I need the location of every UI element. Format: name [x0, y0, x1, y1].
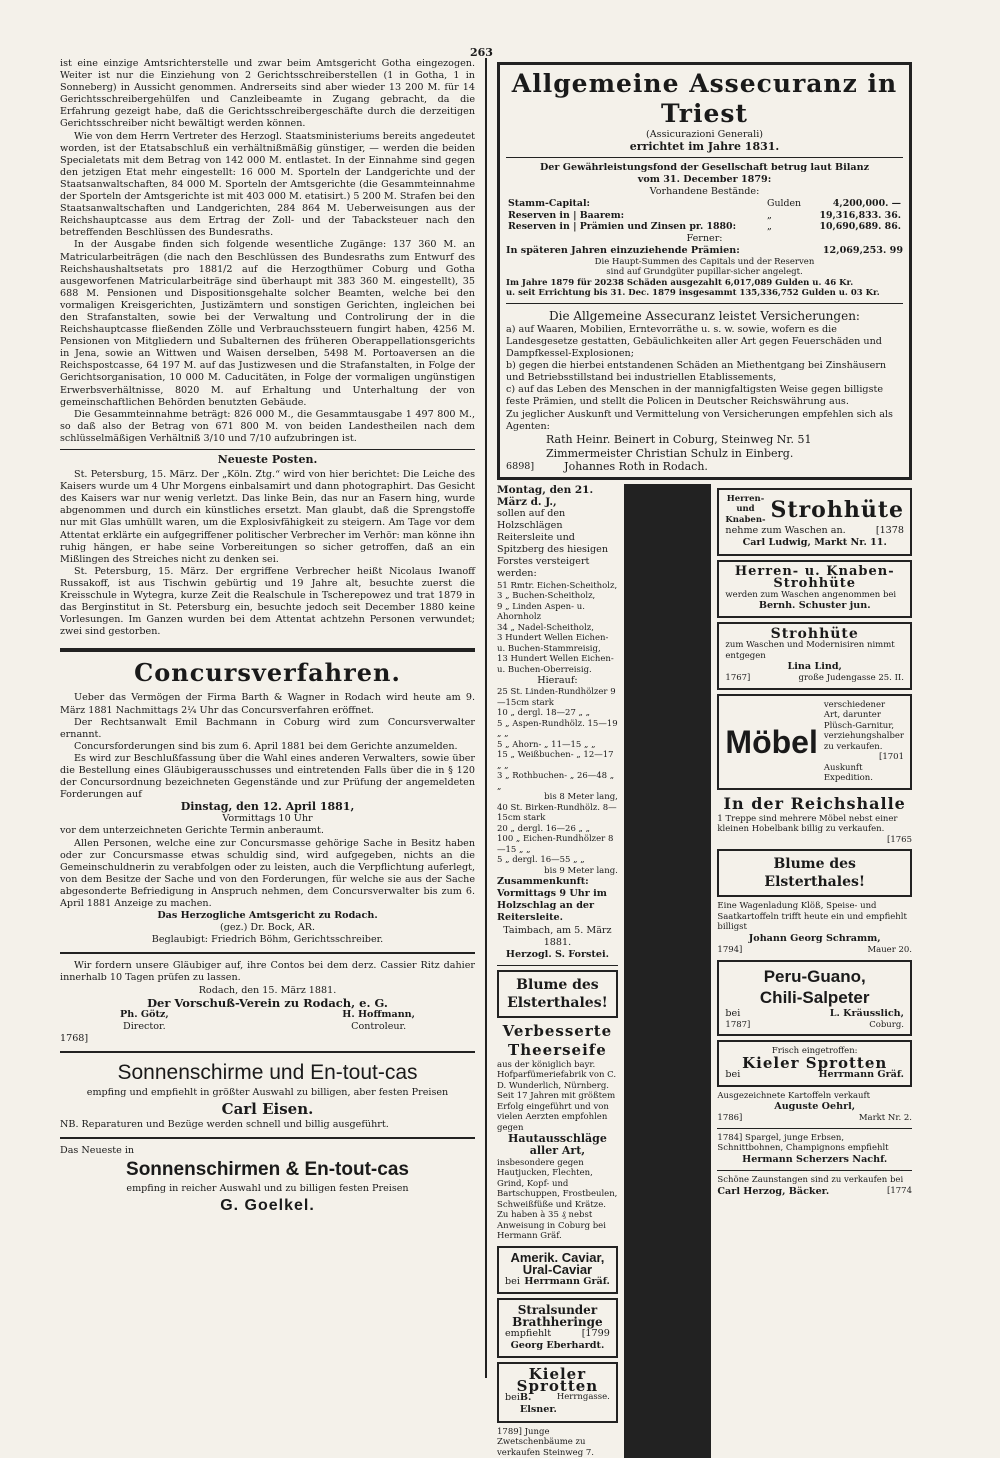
offer-item: b) gegen die hierbei entstandenen Schäden an Miethentgang bei Zinshäusern und Betriebsstillstand bei industriellen Etablissements,: [506, 360, 887, 384]
ad-title: Sonnenschirme und En-tout-cas: [117, 1061, 418, 1085]
future-label: In späteren Jahren einzuziehende Prämien:: [506, 244, 740, 256]
column-divider: [485, 58, 487, 1378]
ad-reference: 1794]: [717, 945, 743, 956]
ad-text: Schöne Zaunstangen sind zu verkaufen bei: [717, 1175, 904, 1186]
kieler-sprotten-ad-2: [717, 1040, 912, 1087]
ad-bei: bei: [505, 1275, 520, 1287]
row-label: Reserven in | Baarem:: [508, 209, 625, 221]
ad-pre: und: [736, 504, 755, 515]
row-value: 4,200,000. —: [832, 198, 901, 210]
ad-title: Kieler Sprotten: [742, 1053, 888, 1072]
ad-empf: empfiehlt: [505, 1327, 552, 1339]
ad-bei: bei: [725, 1068, 741, 1080]
future-value: 12,069,253. 99: [822, 244, 903, 256]
auction-item: 5 „ dergl. 16—55 „ „: [497, 855, 585, 866]
ad-intro: Frisch eingetroffen:: [771, 1046, 858, 1057]
ad-reference: 1786]: [717, 1113, 743, 1124]
ad-merchant: Carl Ludwig, Markt Nr. 11.: [742, 537, 887, 549]
ad-note: sind auf Grundgüter pupillar-sicher angelegt.: [606, 267, 803, 278]
divider: [506, 303, 903, 304]
sonnenschirme-ad-1: [60, 1059, 475, 1131]
ad-text: empfing und empfiehlt in größter Auswahl zu billigen, aber festen Preisen: [86, 1087, 449, 1099]
ad-text: zum Waschen und Modernisiren nimmt entgegen: [725, 640, 895, 661]
auction-item: 3 „ Rothbuchen- „ 26—48 „ „: [497, 771, 615, 792]
auction-meet: Zusammenkunft: Vormittags 9 Uhr im Holzschlag an der Reitersleite.: [497, 876, 607, 924]
ad-street: große Judengasse 25. II.: [798, 673, 904, 684]
theerseife-ad: [497, 1022, 618, 1242]
ad-reference: 1787]: [725, 1019, 751, 1030]
auction-item: 100 „ Eichen-Rundhölzer 8—15 „ „: [497, 834, 614, 855]
ad-title: Strohhüte: [770, 496, 904, 523]
ad-text: Ausgezeichnete Kartoffeln verkauft: [717, 1090, 871, 1101]
ad-title: Stralsunder Brathheringe: [512, 1302, 603, 1329]
strohhuete-ad-3: [717, 622, 912, 690]
ad-text: verschiedener Art, darunter Plüsch-Garnitur,: [823, 699, 895, 731]
vorschuss-text: Wir fordern unsere Gläubiger auf, ihre Contos bei dem derz. Cassier Ritz dahier innerhalb 10 Tagen prüfen zu lassen.: [60, 960, 475, 984]
concurs-time: Vormittags 10 Uhr: [222, 813, 313, 825]
ad-merchant: Bernh. Schuster jun.: [758, 600, 871, 612]
assecuranz-ad: [497, 62, 912, 480]
caviar-ad: [497, 1246, 618, 1294]
strohhuete-ad-1: [717, 488, 912, 556]
ad-reference: [1765: [887, 834, 912, 845]
divider: [60, 648, 475, 652]
agent-line: Johannes Roth in Rodach.: [564, 459, 708, 473]
kieler-sprotten-ad-1: [497, 1362, 618, 1422]
ad-street: Herrngasse.: [556, 1392, 610, 1403]
signer-role: Controleur.: [351, 1020, 407, 1032]
ad-title: Sonnenschirmen & En-tout-cas: [126, 1159, 409, 1181]
zaunstangen-ad: [717, 1175, 912, 1198]
agents-intro: Zu jeglicher Auskunft und Vermittelung von Versicherungen empfehlen sich als Agenten:: [506, 408, 893, 432]
concurs-signed: (gez.) Dr. Bock, AR.: [219, 922, 316, 934]
auction-item: 51 Rmtr. Eichen-Scheitholz,: [497, 580, 618, 591]
article-paragraph: Wie von dem Herrn Vertreter des Herzogl. Staatsministeriums bereits angedeutet worden, ist der Etatsabschluß ein verhältnißmäßig günstiger, — werden die beiden Specialetats mit dem Betrag von 142 000 M. entlastet. In der Einnahme sind gegen den jetzigen Etat mehr eingestellt: 16 000 M. Sporteln der Landgerichte und der Staatsanwaltschaften, 84 000 M. Sporteln der Amtsgerichte (die Gesammteinnahme der Sporteln der Amtsgerichte ist mit 403 000 M. etatisirt.) 5 200 M. Strafen bei den Staatsanwaltschaften und Landgerichten, 284 864 M. Ueberweisungen aus der Reichshauptcasse aus dem Ertrag der Zoll- und der Tabacksteuer nach den betreffenden Beschlüssen des Bundesraths.: [60, 130, 475, 239]
offer-item: a) auf Waaren, Mobilien, Erntevorräthe u. s. w. sowie, wofern es die Landesgesetze gestatten, Gebäulichkeiten aller Art gegen Feuerschäden und Dampfkessel-Explosionen;: [506, 323, 882, 360]
brathering-ad: [497, 1298, 618, 1358]
auction-date: Montag, den 21. März d. J.,: [497, 483, 594, 508]
ad-merchant: Lina Lind,: [787, 661, 842, 673]
concurs-certified: Beglaubigt: Friedrich Böhm, Gerichtsschreiber.: [151, 934, 384, 946]
concurs-title: Concursverfahren.: [134, 658, 401, 688]
future-premiums: [506, 245, 903, 257]
zwetschen-ad: 1789] Junge Zwetschenbäume zu verkaufen Steinweg 7.: [497, 1426, 594, 1458]
divider: [60, 449, 475, 450]
ferner-heading: Ferner:: [686, 232, 723, 244]
vorschuss-notice: [60, 960, 475, 1045]
ads-grid: [497, 484, 912, 1458]
auction-intro: sollen auf den Holzschlägen Reitersleite und Spitzberg des hiesigen Forstes versteigert werden:: [497, 508, 608, 580]
article-paragraph: Die Gesammteinnahme beträgt: 826 000 M., die Gesammtausgabe 1 497 800 M., so daß also der Betrag von 671 800 M. von beiden Landestheilen nach dem schlüsselmäßigen Verhältniß 3/10 und 7/10 aufzubringen ist.: [60, 408, 475, 444]
ad-city: Coburg.: [869, 1019, 904, 1030]
ads-subcolumn-left: [497, 484, 618, 1458]
divider: [497, 965, 618, 966]
ad-subtitle: (Assicurazioni Generali): [645, 129, 764, 140]
auction-item: 13 Hundert Wellen Eichen- u. Buchen-Oberreisig.: [497, 654, 614, 675]
ad-merchant: Carl Herzog, Bäcker.: [717, 1185, 830, 1197]
concurs-paragraph: Concursforderungen sind bis zum 6. April 1881 bei dem Gerichte anzumelden.: [74, 740, 458, 752]
agent-row: [506, 461, 903, 473]
row-value: 10,690,689. 86.: [819, 221, 901, 233]
reichshalle-ad: [717, 794, 912, 846]
ad-highlight: Hautausschläge aller Art,: [508, 1132, 607, 1158]
auction-item: 15 „ Weißbuchen- „ 12—17 „ „: [497, 750, 614, 771]
vorschuss-signers: [60, 1009, 475, 1033]
row-label: Stamm-Capital:: [508, 198, 590, 210]
ad-merchant: B. Elsner.: [519, 1392, 557, 1416]
auction-item: 34 „ Nadel-Scheitholz,: [497, 622, 594, 633]
offers-title: Die Allgemeine Assecuranz leistet Versicherungen:: [549, 308, 860, 323]
divider: [506, 157, 903, 158]
ad-bei: bei: [725, 1007, 741, 1019]
ad-merchant-row: [505, 1328, 610, 1340]
ad-founded: errichtet im Jahre 1831.: [629, 140, 780, 154]
ad-intro: Das Neueste in: [60, 1145, 135, 1157]
strohhuete-ad-2: [717, 560, 912, 619]
divider: [60, 952, 475, 954]
ad-merchant: Georg Eberhardt.: [510, 1340, 605, 1352]
table-row: [506, 221, 903, 232]
ad-reference: [1799: [581, 1327, 610, 1339]
divider: [60, 1137, 475, 1139]
auction-office: Herzogl. S. Forstei.: [505, 948, 609, 960]
concurs-paragraph: Der Rechtsanwalt Emil Bachmann in Coburg wird zum Concursverwalter ernannt.: [60, 716, 475, 740]
ad-title: Kieler Sprotten: [516, 1365, 599, 1396]
ad-merchant-row: [505, 1392, 610, 1416]
ad-title: Allgemeine Assecuranz in Triest: [511, 69, 898, 128]
kartoffel-ad: [717, 901, 912, 955]
agent-line: Zimmermeister Christian Schulz in Einberg.: [546, 446, 794, 460]
paid-line: Im Jahre 1879 für 20238 Schäden ausgezahlt 6,017,089 Gulden u. 46 Kr.: [506, 277, 854, 288]
ad-text: Eine Wagenladung Klöß, Speise- und Saatkartoffeln trifft heute ein und empfiehlt billigst: [717, 901, 907, 933]
agent-line: Rath Heinr. Beinert in Coburg, Steinweg Nr. 51: [546, 432, 812, 446]
news-heading: Neueste Posten.: [217, 453, 318, 466]
auction-item: 3 Hundert Wellen Eichen- u. Buchen-Stammreisig,: [497, 633, 609, 654]
concurs-date: Dinstag, den 12. April 1881,: [180, 800, 355, 814]
auction-item: 40 St. Birken-Rundhölz. 8—15cm stark: [497, 802, 617, 824]
article-paragraph: ist eine einzige Amtsrichterstelle und zwar beim Amtsgericht Gotha eingezogen. Weiter ist nur die Einziehung von 2 Gerichtsschreiberstellen (1 in Gotha, 1 in Sonneberg) in Aussicht genommen. Andrerseits sind aber wieder 13 200 M. für 14 Gerichtsschreibergehülfen und Canzleibeamte in Zugang gebracht, da die Erfahrung gezeigt habe, daß die Gerichtsschreibergeschäfte durch die derzeitigen Gerichtsschreiber nicht bewältigt werden können.: [60, 58, 475, 130]
ad-merchant: Hermann Scherzers Nachf.: [742, 1153, 888, 1165]
signer-name: Ph. Götz,: [120, 1008, 169, 1020]
ad-price: Zu haben à 35 ₰ nebst Anweisung in Coburg bei Hermann Gräf.: [497, 1210, 606, 1241]
row-value: 19,316,833. 36.: [819, 209, 901, 221]
ad-reference: 1768]: [60, 1032, 89, 1044]
article-paragraph: In der Ausgabe finden sich folgende wesentliche Zugänge: 137 360 M. an Matricularbeiträgen (die nach den Beschlüssen des Bundesraths zum Entwurf des Reichshaushaltsetats pro 1881/2 auf die Herzogthümer Coburg und Gotha ausgeworfenen Matricularbeiträge sind überhaupt mit 383 360 M. eingestellt), 35 688 M. Pensionen und Dispositionsgehalte solcher Beamten, welche bei den vormaligen Kreisgerichten, Justizämtern und sonstigen Gerichten, ingleichen bei den Strafanstalten, sowie bei der Verwaltung und Controlirung der in die Reichshauptcasse fließenden Zölle und Verbrauchssteuern fungirt haben, 4256 M. Pensionen von Mitgliedern und Subalternen des früheren Oberappellationsgerichts in Jena, sowie an Wittwen und Waisen derselben, 5498 M. Portoaversen an die Reichspostcasse, 64 197 M. auf das Justizwesen und die Strafanstalten, in Folge der Gerichtsorganisation, 10 000 M. Caducitäten, in Folge der vormaligen ungünstigen Erwerbsverhältnisse, 8020 M. auf Erhaltung und Unterhaltung der von gemeinschaftlichen Behörden benutzten Gebäude.: [60, 239, 475, 408]
news-paragraph: St. Petersburg, 15. März. Der ergriffene Verbrecher heißt Nicolaus Iwanoff Russakoff, ist aus Tischwin gebürtig und 19 Jahre alt, besuchte zuerst die Kreisschule in Wytegra, kurze Zeit die Realschule in Tscherepowez und trat 1879 in das Berginstitut in St. Petersburg ein, besuchte jedoch seit December 1880 keine Vorlesungen. Im Ganzen wurden bei dem Attentat achtzehn Personen verwundet; zwei sind gestorben.: [60, 565, 475, 638]
divider: [717, 1128, 912, 1129]
auction-item: 25 St. Linden-Rundhölzer 9—15cm stark: [497, 687, 616, 708]
ad-title: Strohhüte: [773, 575, 856, 591]
ad-title: Verbesserte Theerseife: [502, 1021, 613, 1059]
fund-line: Der Gewährleistungsfond der Gesellschaft betrug laut Bilanz: [539, 162, 870, 174]
page-number: 263: [470, 46, 493, 59]
ad-title: Ural-Caviar: [522, 1261, 593, 1277]
concurs-after-date: vor dem unterzeichneten Gerichte Termin anberaumt.: [60, 825, 324, 837]
concurs-paragraph: Ueber das Vermögen der Firma Barth & Wagner in Rodach wird heute am 9. März 1881 Nachmittags 2¼ Uhr das Concursverfahren eröffnet.: [60, 692, 475, 716]
moebel-ad: [717, 694, 912, 790]
ad-title: Möbel: [725, 723, 818, 760]
ad-note: NB. Reparaturen und Bezüge werden schnell und billig ausgeführt.: [60, 1119, 389, 1131]
ad-text: aus der königlich bayr. Hofparfümeriefabrik von C. D. Wunderlich, Nürnberg. Seit 17 Jahren mit größtem Erfolg eingeführt und von vielen Aerzten empfohlen gegen: [497, 1059, 617, 1133]
row-label: Reserven in | Prämien und Zinsen pr. 1880:: [508, 221, 737, 233]
concurs-paragraph: Es wird zur Beschlußfassung über die Wahl eines anderen Verwalters, sowie über die Bestellung eines Gläubigerausschusses und eintretenden Falls über die in § 120 der Concursordnung bezeichneten Gegenstände und zur Prüfung der angemeldeten Forderungen auf: [60, 752, 475, 801]
row-currency: „: [766, 209, 772, 221]
ad-merchant: G. Goelkel.: [220, 1197, 315, 1215]
row-currency: Gulden: [766, 198, 802, 210]
table-row: [506, 210, 903, 221]
ad-reference: 6898]: [506, 460, 535, 472]
ad-title: Strohhüte: [770, 626, 859, 643]
divider: [717, 1170, 912, 1171]
ad-text: 1 Treppe sind mehrere Möbel nebst einer kleinen Hobelbank billig zu verkaufen.: [717, 813, 898, 835]
ad-text: empfing in reicher Auswahl und zu billigen festen Preisen: [126, 1183, 409, 1195]
offer-item: c) auf das Leben des Menschen in der mannigfaltigsten Weise gegen billigste feste Prämien, und stellt die Policen in Deutscher Reichswährung aus.: [506, 384, 884, 408]
ad-note: Die Haupt-Summen des Capitals und der Reserven: [594, 256, 815, 267]
auction-item: bis 8 Meter lang,: [544, 792, 618, 803]
right-column: [497, 58, 912, 1458]
kartoffeln-ad: [717, 1091, 912, 1124]
row-currency: „: [766, 221, 772, 233]
auction-item: bis 9 Meter lang.: [544, 865, 618, 876]
sonnenschirme-ad-2: [60, 1145, 475, 1217]
signer-name: H. Hoffmann,: [342, 1008, 415, 1020]
ad-merchant-row: [505, 1276, 610, 1288]
ad-reference: [1774: [887, 1185, 912, 1196]
ad-title: Peru-Guano,: [763, 966, 866, 986]
columns: [60, 58, 940, 1458]
ad-merchant: Auguste Oehrl,: [774, 1101, 856, 1113]
ad-bei: bei: [505, 1392, 520, 1404]
ad-reference: [1378: [875, 525, 904, 537]
ad-reference: 1767]: [725, 673, 751, 684]
divider: [60, 1051, 475, 1053]
vorschuss-place-date: Rodach, den 15. März 1881.: [198, 984, 337, 996]
left-column: [60, 58, 475, 1378]
auction-hierauf: Hierauf:: [537, 675, 578, 687]
ad-merchant: Herrmann Gräf.: [524, 1275, 610, 1287]
ad-pre: Herren-: [726, 493, 765, 504]
concurs-paragraph: Allen Personen, welche eine zur Concursmasse gehörige Sache in Besitz haben oder zur Concursmasse etwas schuldig sind, wird aufgegeben, nichts an die Gemeinschuldnerin zu verabfolgen oder zu leisten, auch die Verpflichtung auferlegt, von dem Besitze der Sache und von den Forderungen, für welche sie aus der Sache abgesonderte Befriedigung in Anspruch nehmen, dem Concursverwalter bis zum 6. April 1881 Anzeige zu machen.: [60, 837, 475, 909]
existing-heading: Vorhandene Bestände:: [649, 186, 760, 198]
ad-title: Amerik. Caviar,: [510, 1249, 605, 1265]
ad-info: Auskunft Expedition.: [823, 762, 873, 784]
ad-text: werden zum Waschen angenommen bei: [725, 589, 897, 600]
ad-merchant: Herrmann Gräf.: [818, 1068, 904, 1080]
auction-item: 5 „ Ahorn- „ 11—15 „ „: [497, 739, 596, 750]
concurs-court: Das Herzogliche Amtsgericht zu Rodach.: [157, 910, 378, 922]
ad-text: 1784] Spargel, junge Erbsen, Schnittbohnen, Champignons empfiehlt: [717, 1132, 889, 1154]
ad-merchant: Carl Eisen.: [221, 1100, 314, 1119]
ad-merchant: Johann Georg Schramm,: [748, 932, 881, 944]
ad-title: Herren- u. Knaben-: [734, 563, 895, 579]
table-row: [506, 198, 903, 209]
fund-table: [506, 198, 903, 232]
ad-reference: [1701: [879, 752, 904, 763]
fund-line: vom 31. December 1879:: [637, 174, 772, 186]
guano-ad: [717, 960, 912, 1037]
ad-street: Markt Nr. 2.: [858, 1113, 912, 1124]
blume-ad: Blume des Elsterthales!: [497, 970, 618, 1018]
auction-item: 20 „ dergl. 16—26 „ „: [497, 823, 591, 834]
auction-place-date: Taimbach, am 5. März 1881.: [503, 924, 612, 948]
auction-ad: [497, 484, 618, 961]
ad-title: Chili-Salpeter: [759, 987, 870, 1007]
ad-text: nehme zum Waschen an.: [725, 525, 846, 537]
blume-ad: Blume des Elsterthales!: [717, 849, 912, 897]
ads-subcolumn-right: [717, 484, 912, 1458]
auction-item: 3 „ Buchen-Scheitholz,: [497, 591, 596, 602]
ad-street: Mauer 20.: [867, 945, 912, 956]
auction-item: 9 „ Linden Aspen- u. Ahornholz: [497, 601, 585, 623]
ad-text: verziehungshalber zu verkaufen.: [823, 731, 904, 752]
paid-line: u. seit Errichtung bis 31. Dec. 1879 insgesammt 135,336,752 Gulden u. 03 Kr.: [506, 288, 880, 299]
vorschuss-org: Der Vorschuß-Verein zu Rodach, e. G.: [147, 995, 388, 1010]
auction-item: 5 „ Aspen-Rundhölz. 15—19 „ „: [497, 718, 618, 740]
spargel-ad: [717, 1133, 912, 1166]
ad-title: In der Reichshalle: [723, 793, 906, 813]
ad-details: insbesondere gegen Hautjucken, Flechten, Grind, Kopf- und Bartschuppen, Frostbeulen, Schweißfüße und Krätze.: [497, 1157, 618, 1210]
subcolumn-divider: [624, 484, 712, 1458]
auction-item: 10 „ dergl. 18—27 „ „: [497, 708, 591, 719]
concurs-notice: [60, 658, 475, 946]
ad-merchant: L. Kräusslich,: [829, 1007, 904, 1019]
signer-role: Director.: [123, 1020, 166, 1032]
news-paragraph: St. Petersburg, 15. März. Der „Köln. Ztg.“ wird von hier berichtet: Die Leiche des Kaisers wurde um 4 Uhr Morgens einbalsamirt und dann photographirt. Das Gesicht des Kaisers war nur wenig verletzt. Das linke Bein, das nur an Fasern hing, wurde abgenommen und durch ein künstliches ersetzt. Man glaubt, daß die Sprengstoffe nur mit Glas umhüllt waren, um die Explosivfähigkeit zu steigern. Am Tage vor dem Attentat erklärte ein aufgegriffener politischer Verbrecher im Verhör: man könne ihn ruhig hängen, er habe seine Vorbereitungen so sicher getroffen, daß an ein Mißlingen des Streiches nicht zu denken sei.: [60, 469, 475, 565]
ad-pre: Knaben-: [725, 514, 766, 525]
